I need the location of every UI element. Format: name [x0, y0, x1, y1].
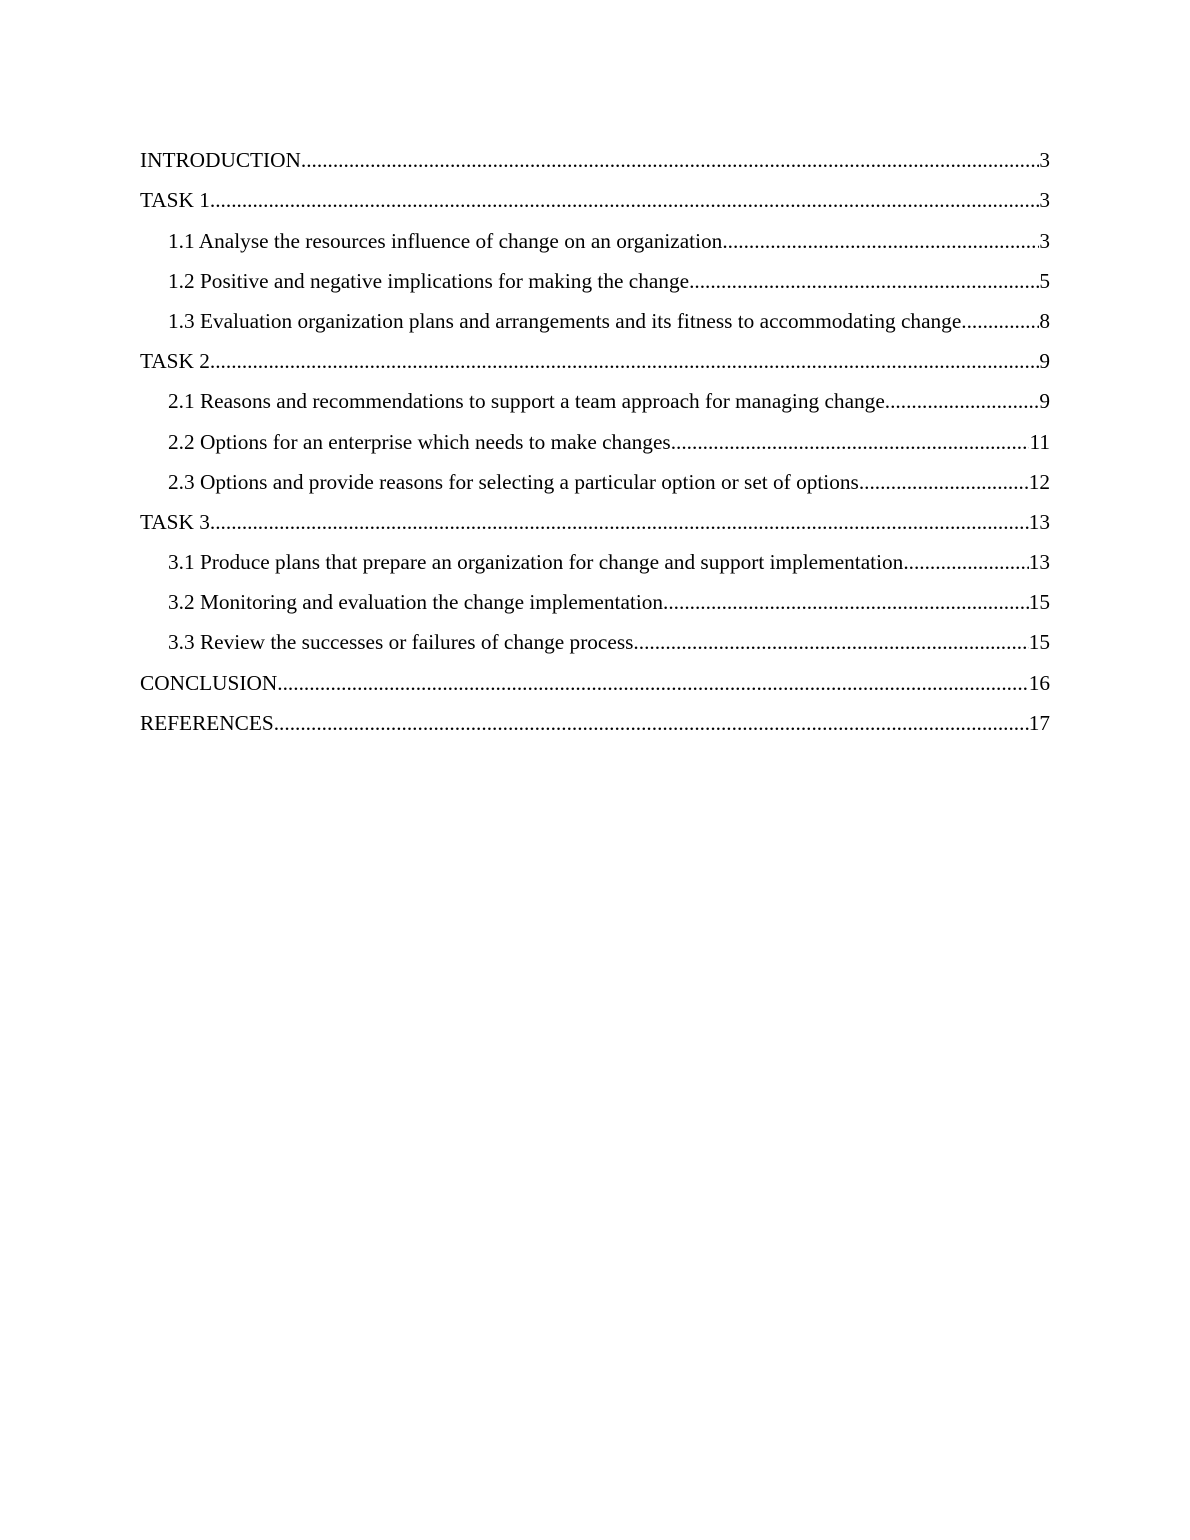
- toc-entry-3-1[interactable]: [140, 536, 1050, 576]
- toc-dot-leader: [277, 669, 1028, 697]
- toc-entry-title: TASK 1: [140, 188, 210, 213]
- toc-entry-2-1[interactable]: [140, 375, 1050, 415]
- toc-page-number: 16: [1028, 670, 1050, 695]
- toc-dot-leader: [663, 588, 1029, 616]
- toc-page-number: 3: [1039, 228, 1050, 253]
- toc-entry-title: CONCLUSION: [140, 670, 278, 695]
- toc-entry-title: REFERENCES: [140, 710, 274, 735]
- toc-entry-title: TASK 3: [140, 509, 210, 534]
- toc-entry-title: 3.3 Review the successes or failures of change process: [168, 630, 634, 655]
- toc-entry-title: 1.2 Positive and negative implications for making the change: [168, 268, 690, 293]
- toc-entry-references[interactable]: [140, 697, 1050, 737]
- toc-entry-task-3[interactable]: [140, 496, 1050, 536]
- toc-entry-1-1[interactable]: [140, 214, 1050, 254]
- toc-dot-leader: [671, 428, 1030, 456]
- toc-entry-1-2[interactable]: [140, 255, 1050, 295]
- toc-entry-introduction[interactable]: [140, 134, 1050, 174]
- toc-page-number: 3: [1039, 188, 1050, 213]
- toc-dot-leader: [722, 227, 1039, 255]
- toc-page-number: 15: [1028, 630, 1050, 655]
- toc-entry-1-3[interactable]: [140, 295, 1050, 335]
- toc-entry-3-2[interactable]: [140, 576, 1050, 616]
- toc-dot-leader: [274, 709, 1029, 737]
- toc-entry-3-3[interactable]: [140, 616, 1050, 656]
- toc-page-number: 13: [1028, 550, 1050, 575]
- toc-dot-leader: [859, 468, 1029, 496]
- toc-page-number: 15: [1028, 590, 1050, 615]
- table-of-contents: [140, 134, 1050, 737]
- toc-dot-leader: [210, 508, 1029, 536]
- toc-entry-title: 2.1 Reasons and recommendations to support a team approach for managing change: [168, 389, 885, 414]
- toc-page-number: 8: [1039, 308, 1050, 333]
- toc-entry-title: TASK 2: [140, 349, 210, 374]
- toc-page-number: 13: [1028, 509, 1050, 534]
- toc-page-number: 5: [1039, 268, 1050, 293]
- toc-dot-leader: [689, 267, 1039, 295]
- toc-dot-leader: [961, 307, 1039, 335]
- toc-entry-conclusion[interactable]: [140, 656, 1050, 696]
- toc-entry-title: 1.1 Analyse the resources influence of change on an organization: [168, 228, 723, 253]
- toc-page-number: 12: [1028, 469, 1050, 494]
- toc-page-number: 3: [1039, 148, 1050, 173]
- toc-dot-leader: [210, 347, 1039, 375]
- toc-entry-2-3[interactable]: [140, 456, 1050, 496]
- toc-entry-title: 1.3 Evaluation organization plans and arrangements and its fitness to accommodating change: [168, 308, 962, 333]
- toc-entry-title: 2.3 Options and provide reasons for selecting a particular option or set of options: [168, 469, 859, 494]
- toc-entry-task-1[interactable]: [140, 174, 1050, 214]
- toc-dot-leader: [301, 146, 1039, 174]
- toc-entry-title: 3.1 Produce plans that prepare an organization for change and support implementation: [168, 550, 904, 575]
- toc-entry-title: INTRODUCTION: [140, 148, 301, 173]
- toc-page-number: 9: [1039, 389, 1050, 414]
- toc-entry-2-2[interactable]: [140, 415, 1050, 455]
- toc-dot-leader: [210, 186, 1039, 214]
- toc-dot-leader: [885, 387, 1040, 415]
- toc-dot-leader: [903, 548, 1028, 576]
- toc-page-number: 17: [1028, 710, 1050, 735]
- toc-entry-task-2[interactable]: [140, 335, 1050, 375]
- toc-dot-leader: [633, 628, 1028, 656]
- toc-page-number: 11: [1029, 429, 1050, 454]
- toc-entry-title: 2.2 Options for an enterprise which needs to make changes: [168, 429, 671, 454]
- toc-entry-title: 3.2 Monitoring and evaluation the change implementation: [168, 590, 664, 615]
- toc-page-number: 9: [1039, 349, 1050, 374]
